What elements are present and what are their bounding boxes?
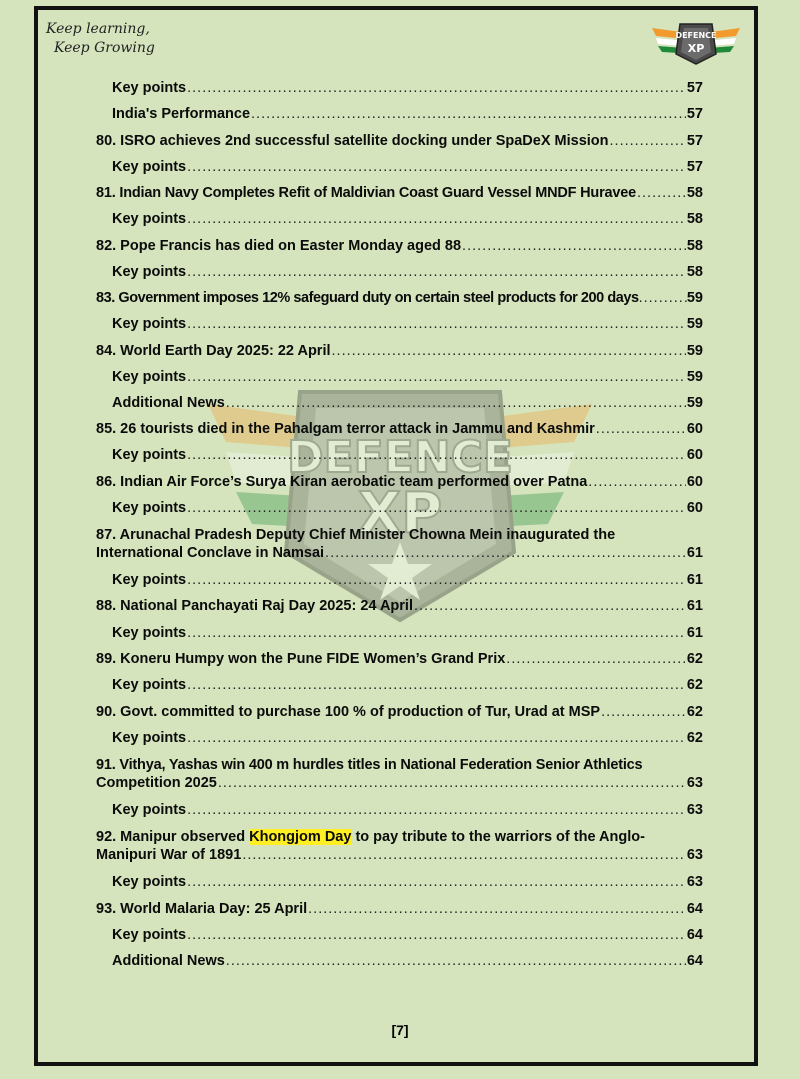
- toc-title: 83. Government imposes 12% safeguard duty on certain steel products for 200 days: [96, 290, 639, 306]
- toc-page: 63: [686, 874, 703, 890]
- leader-dots: [187, 677, 686, 693]
- toc-title: 81. Indian Navy Completes Refit of Maldivian Coast Guard Vessel MNDF Huravee: [96, 185, 636, 201]
- toc-entry[interactable]: [112, 572, 703, 590]
- toc-entry[interactable]: [96, 847, 703, 865]
- toc-entry[interactable]: [112, 730, 703, 748]
- leader-dots: [596, 421, 686, 437]
- watermark-text-xp: XP: [357, 481, 443, 546]
- toc-title: 86. Indian Air Force’s Surya Kiran aerobatic team performed over Patna: [96, 474, 588, 490]
- toc-page: 62: [686, 677, 703, 693]
- leader-dots: [187, 316, 686, 332]
- toc-entry[interactable]: [96, 901, 703, 919]
- toc-page: 63: [686, 775, 703, 791]
- toc-title: 89. Koneru Humpy won the Pune FIDE Women’s Grand Prix: [96, 651, 506, 667]
- toc-title: Key points: [112, 500, 187, 516]
- toc-entry[interactable]: [96, 775, 703, 793]
- toc-entry[interactable]: [112, 316, 703, 334]
- toc-page: 59: [686, 343, 703, 359]
- logo-text-xp: XP: [687, 42, 705, 55]
- toc-title-part: to pay tribute to the warriors of the Anglo-: [351, 829, 645, 845]
- toc-title: 80. ISRO achieves 2nd successful satellite docking under SpaDeX Mission: [96, 133, 609, 149]
- toc-title: Key points: [112, 874, 187, 890]
- slogan: [46, 20, 155, 58]
- toc-title: 84. World Earth Day 2025: 22 April: [96, 343, 331, 359]
- toc-entry[interactable]: [96, 474, 703, 492]
- toc-entry[interactable]: [96, 185, 703, 203]
- leader-dots: [325, 545, 686, 561]
- leader-dots: [187, 369, 686, 385]
- toc-page: 63: [686, 802, 703, 818]
- toc-title: 88. National Panchayati Raj Day 2025: 24 April: [96, 598, 413, 614]
- leader-dots: [506, 651, 686, 667]
- toc-page: 62: [686, 651, 703, 667]
- leader-dots: [187, 447, 686, 463]
- toc-page: 57: [686, 159, 703, 175]
- toc-title: Key points: [112, 677, 187, 693]
- toc-title: Key points: [112, 927, 187, 943]
- toc-page: 58: [686, 185, 703, 201]
- toc-page: 59: [686, 316, 703, 332]
- toc-page: 62: [686, 730, 703, 746]
- leader-dots: [187, 572, 686, 588]
- toc-title-part: 92. Manipur observed: [96, 829, 250, 845]
- toc-title: Key points: [112, 159, 187, 175]
- toc-entry[interactable]: [112, 395, 703, 413]
- leader-dots: [588, 474, 686, 490]
- leader-dots: [639, 290, 687, 306]
- toc-page: 59: [686, 290, 703, 306]
- toc-entry[interactable]: [112, 106, 703, 124]
- toc-entry-line1[interactable]: 87. Arunachal Pradesh Deputy Chief Minister Chowna Mein inaugurated the: [96, 527, 616, 543]
- toc-title: Key points: [112, 80, 187, 96]
- leader-dots: [218, 775, 686, 791]
- toc-entry[interactable]: [112, 211, 703, 229]
- leader-dots: [187, 264, 686, 280]
- toc-page: 59: [686, 395, 703, 411]
- toc-page: 57: [686, 133, 703, 149]
- toc-page: 58: [686, 238, 703, 254]
- toc-page: 61: [686, 598, 703, 614]
- toc-entry[interactable]: [96, 651, 703, 669]
- toc-title: Manipuri War of 1891: [96, 847, 242, 863]
- toc-entry[interactable]: [112, 264, 703, 282]
- toc-entry[interactable]: [96, 343, 703, 361]
- toc-title: Key points: [112, 264, 187, 280]
- toc-page: 61: [686, 625, 703, 641]
- leader-dots: [242, 847, 686, 863]
- leader-dots: [187, 802, 686, 818]
- toc-page: 59: [686, 369, 703, 385]
- toc-entry[interactable]: [96, 598, 703, 616]
- toc-page: 60: [686, 447, 703, 463]
- toc-entry[interactable]: [96, 238, 703, 256]
- toc-entry-line1[interactable]: [96, 829, 703, 847]
- leader-dots: [226, 953, 686, 969]
- toc-page: 64: [686, 927, 703, 943]
- toc-title: 85. 26 tourists died in the Pahalgam terror attack in Jammu and Kashmir: [96, 421, 595, 437]
- toc-page: 61: [686, 572, 703, 588]
- toc-entry[interactable]: [96, 545, 703, 563]
- toc-entry[interactable]: [112, 447, 703, 465]
- leader-dots: [251, 106, 686, 122]
- leader-dots: [601, 704, 686, 720]
- leader-dots: [187, 211, 686, 227]
- toc-page: 62: [686, 704, 703, 720]
- slogan-line-2: Keep Growing: [54, 40, 155, 56]
- toc-title: International Conclave in Namsai: [96, 545, 325, 561]
- leader-dots: [637, 185, 686, 201]
- toc-page: 61: [686, 545, 703, 561]
- toc-page: 58: [686, 264, 703, 280]
- toc-entry[interactable]: [112, 625, 703, 643]
- toc-page: 57: [686, 106, 703, 122]
- toc-title: 93. World Malaria Day: 25 April: [96, 901, 308, 917]
- leader-dots: [414, 598, 686, 614]
- leader-dots: [187, 500, 686, 516]
- toc-page: 63: [686, 847, 703, 863]
- toc-entry[interactable]: [96, 704, 703, 722]
- leader-dots: [187, 927, 686, 943]
- leader-dots: [187, 159, 686, 175]
- toc-title: Key points: [112, 625, 187, 641]
- toc-entry[interactable]: [112, 953, 703, 971]
- leader-dots: [187, 80, 686, 96]
- leader-dots: [332, 343, 686, 359]
- toc-entry[interactable]: [112, 874, 703, 892]
- toc-title: Key points: [112, 316, 187, 332]
- toc-entry[interactable]: [112, 802, 703, 820]
- toc-entry[interactable]: [112, 927, 703, 945]
- toc-title: Key points: [112, 572, 187, 588]
- leader-dots: [462, 238, 686, 254]
- toc-title: Key points: [112, 447, 187, 463]
- toc-entry[interactable]: [112, 677, 703, 695]
- toc-title: 90. Govt. committed to purchase 100 % of production of Tur, Urad at MSP: [96, 704, 601, 720]
- slogan-line-1: Keep learning,: [46, 21, 150, 37]
- toc-entry[interactable]: [96, 290, 703, 308]
- toc-entry[interactable]: [96, 133, 703, 151]
- page-number: [7]: [391, 1022, 409, 1038]
- toc-page: 57: [686, 80, 703, 96]
- toc-entry[interactable]: [112, 159, 703, 177]
- leader-dots: [187, 625, 686, 641]
- leader-dots: [610, 133, 686, 149]
- toc-title: 82. Pope Francis has died on Easter Monday aged 88: [96, 238, 462, 254]
- leader-dots: [187, 730, 686, 746]
- toc-entry-line1[interactable]: 91. Vithya, Yashas win 400 m hurdles titles in National Federation Senior Athletics: [96, 757, 643, 773]
- toc-title: Key points: [112, 369, 187, 385]
- leader-dots: [187, 874, 686, 890]
- toc-title: Key points: [112, 802, 187, 818]
- logo-text-defence: DEFENCE: [675, 31, 717, 40]
- toc-entry[interactable]: [96, 421, 703, 439]
- toc-entry[interactable]: [112, 80, 703, 98]
- toc-title: India's Performance: [112, 106, 251, 122]
- leader-dots: [226, 395, 686, 411]
- toc-page: 60: [686, 474, 703, 490]
- leader-dots: [308, 901, 686, 917]
- toc-title: Key points: [112, 730, 187, 746]
- toc-title: Additional News: [112, 395, 225, 411]
- toc-page: 64: [686, 901, 703, 917]
- toc-entry[interactable]: [112, 500, 703, 518]
- toc-page: 58: [686, 211, 703, 227]
- defence-xp-logo: [650, 14, 742, 66]
- toc-title: Competition 2025: [96, 775, 217, 791]
- highlighted-term: Khongjom Day: [249, 829, 352, 845]
- toc-page: 60: [686, 421, 703, 437]
- toc-entry[interactable]: [112, 369, 703, 387]
- toc-title: Key points: [112, 211, 187, 227]
- toc-title: Additional News: [112, 953, 225, 969]
- toc-page: 64: [686, 953, 703, 969]
- watermark-text-defence: DEFENCE: [287, 432, 513, 483]
- toc-page: 60: [686, 500, 703, 516]
